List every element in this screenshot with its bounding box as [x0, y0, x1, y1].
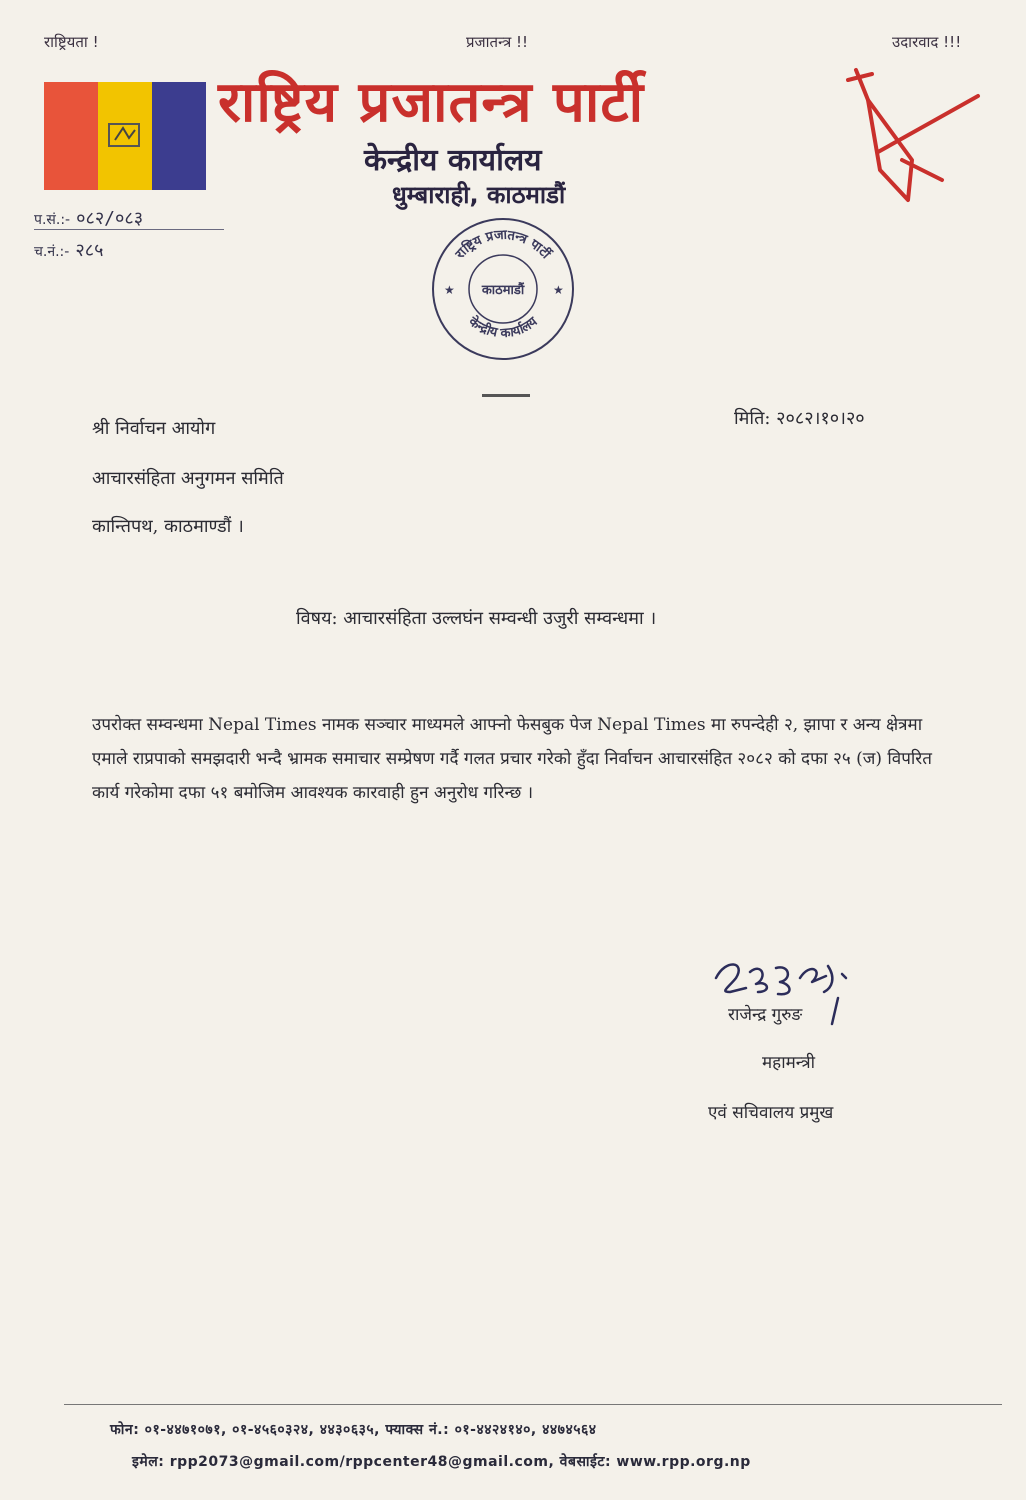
slogan-nationalism: राष्ट्रियता !: [44, 33, 99, 51]
footer-divider: [64, 1404, 1002, 1405]
slogan-democracy: प्रजातन्त्र !!: [466, 33, 529, 51]
recipient-line-3: कान्तिपथ, काठमाण्डौं ।: [92, 516, 244, 537]
patra-value: ०८२/०८३: [76, 208, 144, 229]
slogan-liberalism: उदारवाद !!!: [892, 33, 962, 51]
flag-stripe-yellow: [98, 82, 152, 190]
office-address: धुम्बाराही, काठमाडौं: [392, 181, 566, 209]
signatory-name: राजेन्द्र गुरुङ: [728, 1005, 803, 1025]
party-flag: [44, 82, 206, 190]
svg-text:★: ★: [553, 283, 564, 297]
party-name: राष्ट्रिय प्रजातन्त्र पार्टी: [218, 70, 645, 135]
signatory-subtitle: एवं सचिवालय प्रमुख: [708, 1103, 834, 1123]
letter-body: उपरोक्त सम्वन्धमा Nepal Times नामक सञ्चार माध्यमले आफ्नो फेसबुक पेज Nepal Times मा रुपन्देही २, झापा र अन्य क्षेत्रमा एमाले राप्रपाको समझदारी भन्दै भ्रामक समाचार सम्प्रेषण गर्दै गलत प्रचार गरेको हुँदा निर्वाचन आचारसंहित २०८२ को दफा २५ (ज) विपरित कार्य गरेकोमा दफा ५१ बमोजिम आवश्यक कारवाही हुन अनुरोध गरिन्छ ।: [92, 715, 932, 803]
svg-text:केन्द्रीय कार्यालय: केन्द्रीय कार्यालय: [465, 314, 541, 342]
signatory-title: महामन्त्री: [762, 1053, 816, 1073]
stamp-center-text: काठमाडौं: [481, 283, 525, 298]
chalani-value: २८५: [75, 240, 104, 261]
svg-text:राष्ट्रिय प्रजातन्त्र पार्टी: राष्ट्रिय प्रजातन्त्र पार्टी: [452, 227, 553, 263]
flag-emblem-icon: [105, 120, 145, 150]
flag-stripe-blue: [152, 82, 206, 190]
patra-sankhya: [34, 206, 143, 230]
footer-contact-email: इमेल: rpp2073@gmail.com/rppcenter48@gmail.com, वेबसाईट: www.rpp.org.np: [132, 1454, 751, 1470]
recipient-line-1: श्री निर्वाचन आयोग: [92, 418, 216, 439]
flag-stripe-red: [44, 82, 98, 190]
footer-contact-phone: फोन: ०१-४४७१०७१, ०१-४५६०३२४, ४४३०६३५, फ्याक्स नं.: ०१-४४२४१४०, ४४७४५६४: [110, 1422, 597, 1438]
letter-subject: विषय: आचारसंहिता उल्लघंन सम्वन्धी उजुरी सम्वन्धमा ।: [296, 608, 657, 629]
office-stamp: [428, 214, 578, 364]
svg-text:★: ★: [444, 283, 455, 297]
stamp-dash: [482, 394, 530, 397]
office-name: केन्द्रीय कार्यालय: [364, 143, 542, 178]
chalani-label: च.नं.:-: [34, 244, 70, 260]
chalani-number: [34, 238, 103, 262]
letter-date: मिति: २०८२।१०।२०: [734, 408, 865, 429]
patra-label: प.सं.:-: [34, 212, 71, 228]
recipient-line-2: आचारसंहिता अनुगमन समिति: [92, 468, 284, 489]
ref-divider: [34, 229, 224, 230]
plough-emblem-icon: [842, 60, 982, 210]
